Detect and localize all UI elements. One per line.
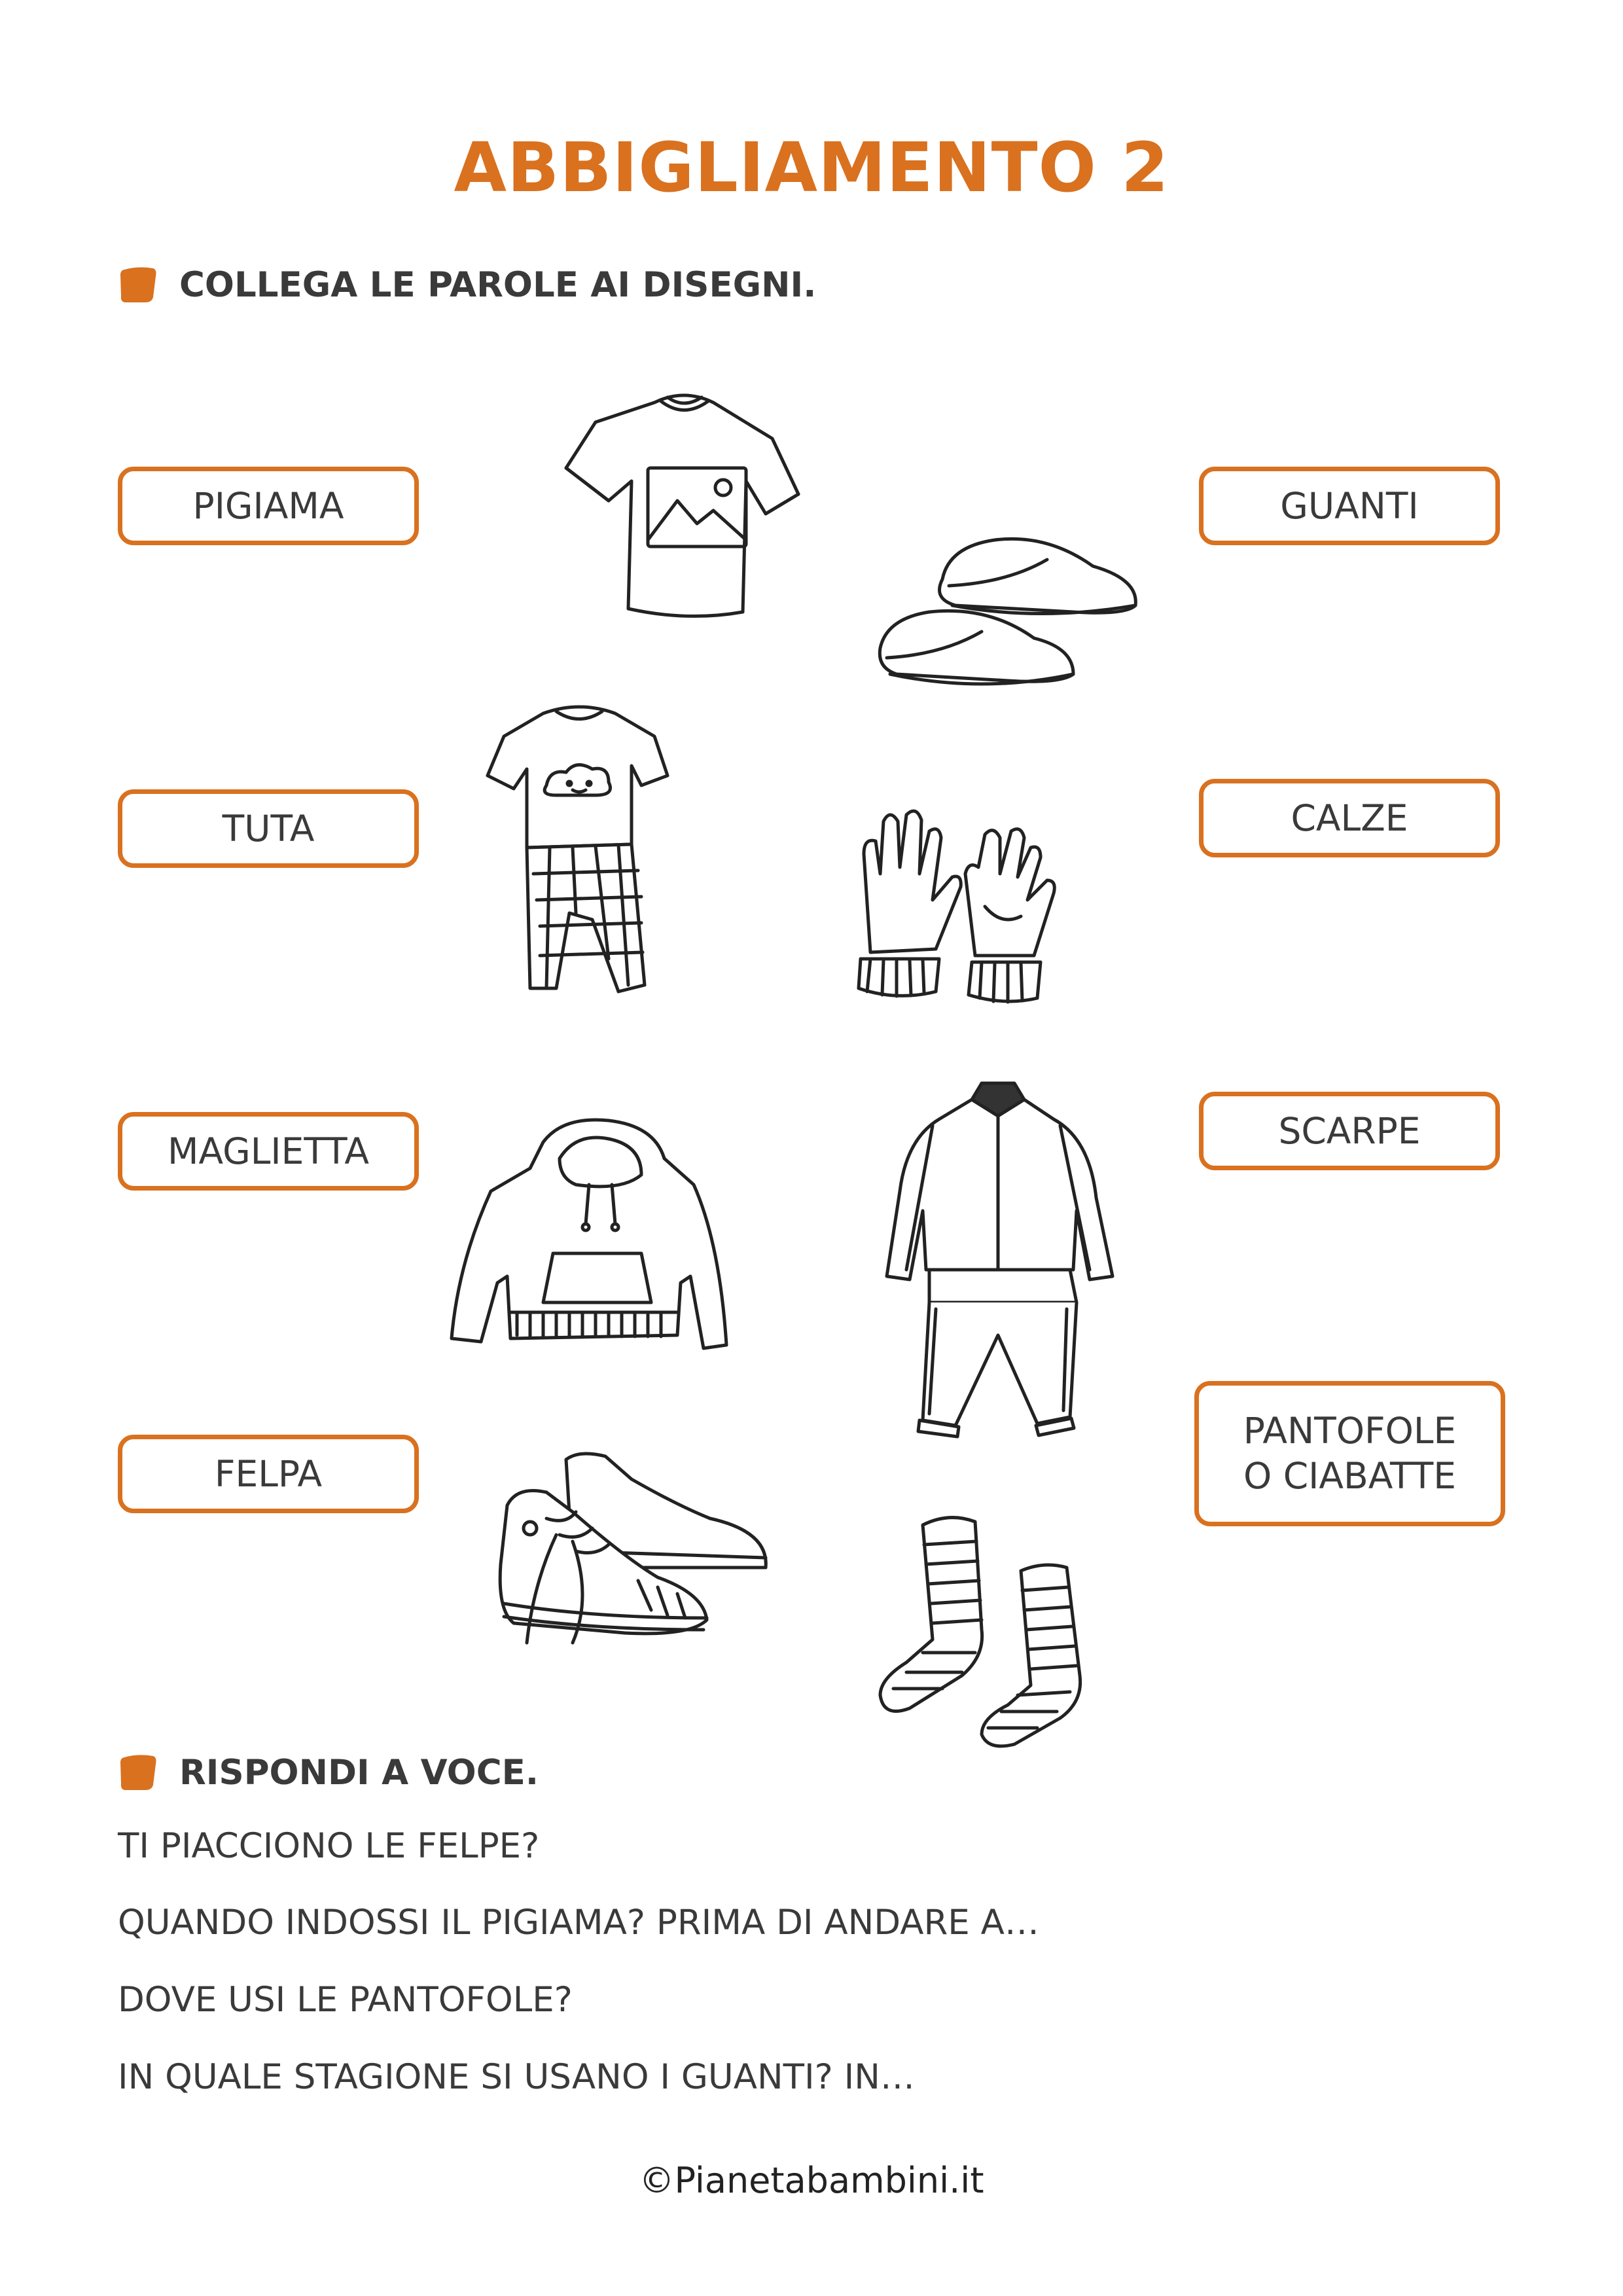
section-heading-match xyxy=(118,259,816,311)
word-box-pigiama[interactable] xyxy=(118,467,419,545)
instruction-text: RISPONDI A VOCE. xyxy=(179,1752,539,1793)
page-title: ABBIGLIAMENTO 2 xyxy=(454,128,1169,207)
word-box-guanti[interactable] xyxy=(1199,467,1500,545)
slippers-icon[interactable] xyxy=(877,507,1152,700)
word-label: GUANTI xyxy=(1280,484,1419,527)
word-label: FELPA xyxy=(214,1452,323,1495)
section-heading-answer xyxy=(118,1746,539,1799)
question-text: QUANDO INDOSSI IL PIGIAMA? PRIMA DI ANDARE A… xyxy=(118,1903,1039,1943)
word-label: PANTOFOLE O CIABATTE xyxy=(1243,1410,1457,1497)
word-box-tuta[interactable] xyxy=(118,789,419,868)
word-box-calze[interactable] xyxy=(1199,779,1500,857)
footer-copyright: ©Pianetabambini.it xyxy=(639,2160,984,2201)
question-text: TI PIACCIONO LE FELPE? xyxy=(118,1826,540,1866)
word-label: CALZE xyxy=(1291,797,1408,839)
orange-bullet-icon xyxy=(118,264,158,305)
t-shirt-icon[interactable] xyxy=(556,383,812,619)
word-box-maglietta[interactable] xyxy=(118,1112,419,1191)
socks-icon[interactable] xyxy=(870,1499,1106,1754)
sneakers-icon[interactable] xyxy=(494,1446,776,1656)
word-label: PIGIAMA xyxy=(192,484,344,527)
pajamas-icon[interactable] xyxy=(484,697,674,998)
word-box-scarpe[interactable] xyxy=(1199,1092,1500,1170)
orange-bullet-icon xyxy=(118,1752,158,1793)
question-text: IN QUALE STAGIONE SI USANO I GUANTI? IN… xyxy=(118,2057,915,2097)
word-label: SCARPE xyxy=(1278,1109,1421,1152)
gloves-icon[interactable] xyxy=(851,802,1067,1011)
word-box-pantofole[interactable] xyxy=(1194,1381,1505,1526)
word-box-felpa[interactable] xyxy=(118,1435,419,1513)
instruction-text: COLLEGA LE PAROLE AI DISEGNI. xyxy=(179,264,817,305)
word-label: MAGLIETTA xyxy=(168,1130,369,1172)
hoodie-icon[interactable] xyxy=(445,1113,733,1374)
word-label: TUTA xyxy=(222,807,315,850)
tracksuit-icon[interactable] xyxy=(880,1080,1119,1446)
question-text: DOVE USI LE PANTOFOLE? xyxy=(118,1980,573,2020)
